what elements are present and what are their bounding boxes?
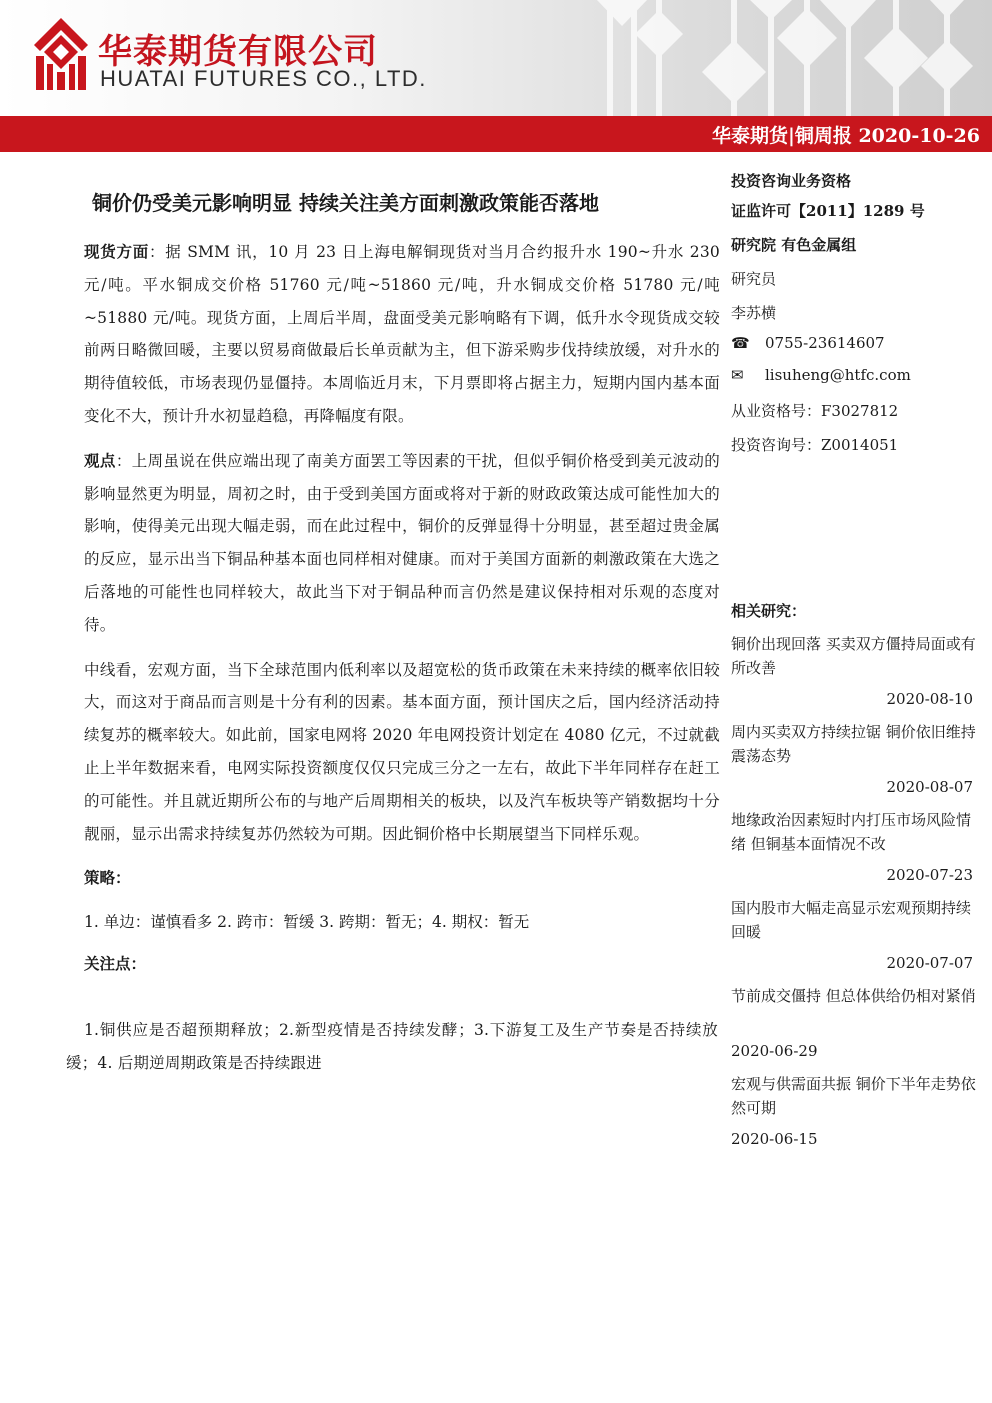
- qualification-line1: 投资咨询业务资格: [731, 172, 852, 190]
- related-item-6-title[interactable]: 宏观与供需面共振 铜价下半年走势依然可期: [731, 1075, 976, 1117]
- report-title: 铜价仍受美元影响明显 持续关注美方面刺激政策能否落地: [92, 191, 599, 215]
- consult-number: 投资咨询号：Z0014051: [731, 436, 899, 454]
- certificate-number: 从业资格号：F3027812: [731, 402, 899, 420]
- related-item-3-title[interactable]: 地缘政治因素短时内打压市场风险情绪 但铜基本面情况不改: [731, 811, 972, 853]
- focus-block: [66, 1014, 718, 1080]
- company-name-cn: 华泰期货有限公司: [98, 32, 378, 72]
- related-item-5-title[interactable]: 节前成交僵持 但总体供给仍相对紧俏: [731, 987, 976, 1005]
- related-item-2-date: 2020-08-07: [886, 778, 973, 796]
- spot-paragraph: [84, 236, 720, 433]
- email-icon: ✉: [731, 366, 744, 384]
- spot-label: 现货方面: [84, 242, 150, 261]
- related-item-6-date: 2020-06-15: [731, 1130, 818, 1148]
- email-address[interactable]: lisuheng@htfc.com: [765, 366, 911, 384]
- related-item-4-title[interactable]: 国内股市大幅走高显示宏观预期持续回暖: [731, 899, 972, 941]
- main-content: [84, 236, 720, 980]
- related-item-4-date: 2020-07-07: [886, 954, 973, 972]
- related-research-title: 相关研究：: [731, 602, 807, 620]
- strategy-text: 1. 单边：谨慎看多 2. 跨市：暂缓 3. 跨期：暂无；4. 期权：暂无: [84, 913, 530, 932]
- view-text: ：上周虽说在供应端出现了南美方面罢工等因素的干扰，但似乎铜价格受到美元波动的影响显然更为明显，周初之时，由于受到美国方面或将对于新的财政政策达成可能性加大的影响，使得美元出现大幅走弱，而在此过程中，铜价的反弹显得十分明显，甚至超过贵金属的反应，显示出当下铜品种基本面也同样相对健康。而对于美国方面新的刺激政策在大选之后落地的可能性也同样较大，故此当下对于铜品种而言仍然是建议保持相对乐观的态度对待。: [84, 451, 720, 634]
- department: 研究院 有色金属组: [731, 236, 857, 254]
- page-header: [0, 0, 992, 116]
- report-banner: [0, 116, 992, 152]
- related-item-1-date: 2020-08-10: [886, 690, 973, 708]
- related-item-5-date: 2020-06-29: [731, 1042, 818, 1060]
- email-row: [731, 366, 911, 384]
- phone-row: [731, 334, 885, 352]
- phone-icon: ☎: [731, 334, 750, 352]
- related-item-3-date: 2020-07-23: [886, 866, 973, 884]
- spot-text: ：据 SMM 讯，10 月 23 日上海电解铜现货对当月合约报升水 190~升水 230 元/吨。平水铜成交价格 51760 元/吨~51860 元/吨，升水铜成交价格 51780 元/吨~51880 元/吨。现货方面，上周后半周，盘面受美元影响略有下调，低升水令现货成交较前两日略微回暖，主要以贸易商做最后长单贡献为主，但下游采购步伐持续放缓，对升水的期待值较低，市场表现仍显僵持。本周临近月末，下月票即将占据主力，短期内国内基本面变化不大，预计升水初显趋稳，再降幅度有限。: [84, 243, 720, 425]
- company-name-en: HUATAI FUTURES CO., LTD.: [100, 66, 427, 91]
- qualification-line2: 证监许可【2011】1289 号: [731, 202, 925, 220]
- analyst-role: 研究员: [731, 270, 777, 288]
- focus-text: 1.铜供应是否超预期释放；2.新型疫情是否持续发酵；3.下游复工及生产节奏是否持续放缓；4. 后期逆周期政策是否持续跟进: [66, 1021, 718, 1072]
- strategy-heading: 策略：: [84, 868, 131, 888]
- huatai-logo-icon: [34, 18, 88, 90]
- analyst-name: 李苏横: [731, 304, 777, 322]
- view-paragraph: [84, 445, 720, 642]
- related-item-1-title[interactable]: 铜价出现回落 买卖双方僵持局面或有所改善: [731, 635, 976, 677]
- midterm-paragraph: 中线看，宏观方面，当下全球范围内低利率以及超宽松的货币政策在未来持续的概率依旧较大，而这对于商品而言则是十分有利的因素。基本面方面，预计国庆之后，国内经济活动持续复苏的概率较大。如此前，国家电网将 2020 年电网投资计划定在 4080 亿元，不过就截止上半年数据来看，电网实际投资额度仅仅只完成三分之一左右，故此下半年同样存在赶工的可能性。并且就近期所公布的与地产后周期相关的板块，以及汽车板块等产销数据均十分靓丽，显示出需求持续复苏仍然较为可期。因此铜价格中长期展望当下同样乐观。: [84, 660, 720, 843]
- related-item-2-title[interactable]: 周内买卖双方持续拉锯 铜价依旧维持震荡态势: [731, 723, 976, 765]
- report-banner-text: 华泰期货|铜周报 2020-10-26: [711, 125, 980, 147]
- focus-heading: 关注点：: [84, 954, 147, 974]
- view-label: 观点: [84, 450, 116, 470]
- phone-number: 0755-23614607: [765, 334, 885, 352]
